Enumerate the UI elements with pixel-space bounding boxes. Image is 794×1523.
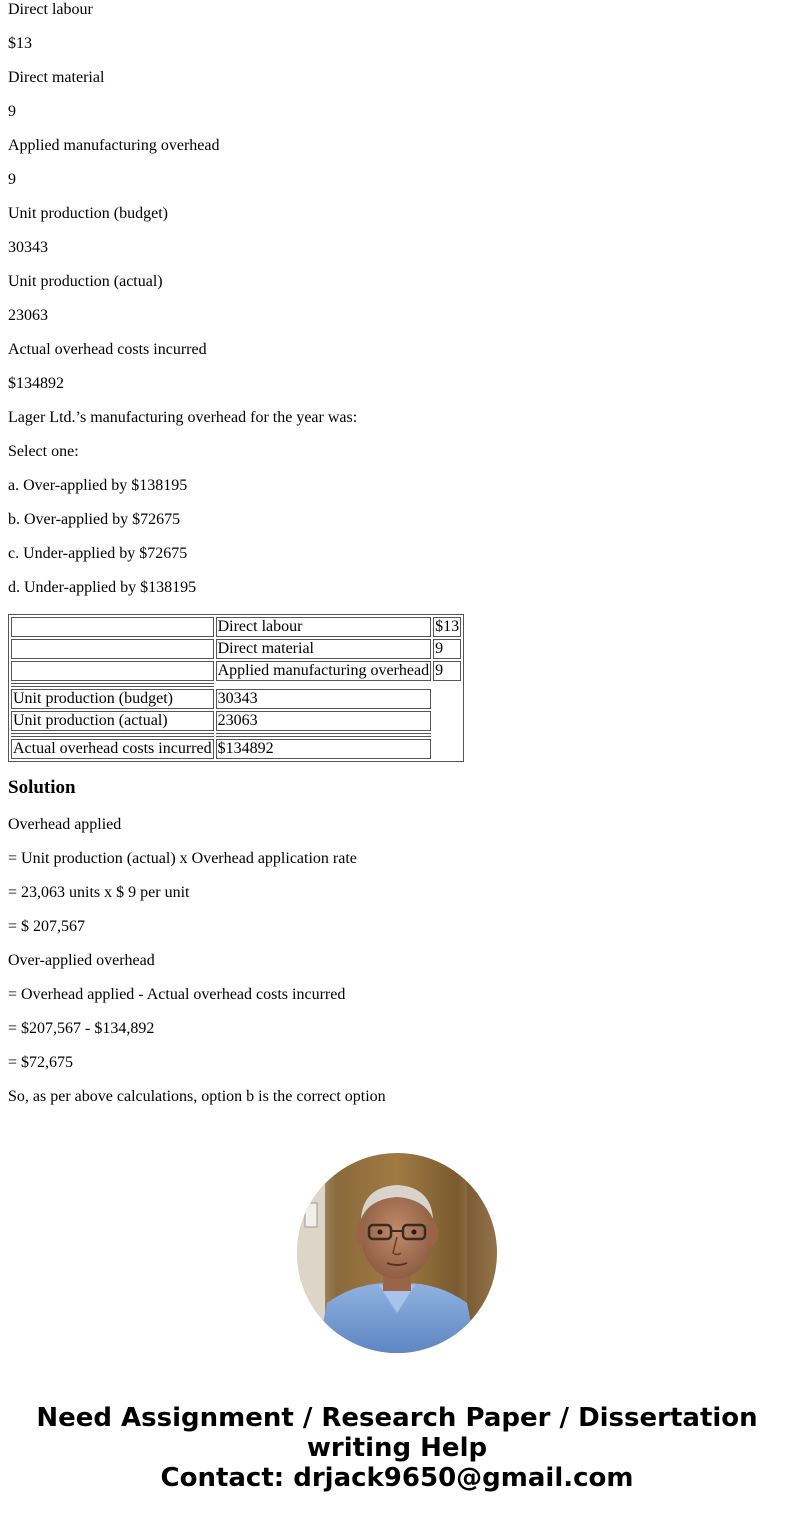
select-one-label: Select one: [8, 443, 79, 460]
table-row [11, 661, 461, 681]
question-line: 9 [8, 103, 16, 120]
solution-line: Overhead applied [8, 816, 122, 833]
tutor-portrait-image [297, 1153, 497, 1353]
separator-cell [433, 733, 461, 737]
table-cell: 23063 [216, 711, 431, 731]
table-separator [11, 683, 461, 687]
question-line: Unit production (actual) [8, 273, 163, 290]
solution-line: = $72,675 [8, 1054, 74, 1071]
solution-line: = Overhead applied - Actual overhead costs incurred [8, 986, 346, 1003]
table-row [11, 739, 461, 759]
table-cell: 9 [433, 661, 461, 681]
table-cell: Unit production (budget) [11, 689, 214, 709]
separator-cell [216, 683, 431, 687]
banner-line: writing Help [306, 1433, 488, 1463]
table-cell-empty [433, 739, 461, 759]
table-cell: $134892 [216, 739, 431, 759]
table-cell: 30343 [216, 689, 431, 709]
table-cell-empty [433, 689, 461, 709]
table-cell: Actual overhead costs incurred [13, 740, 212, 757]
solution-conclusion: So, as per above calculations, option b is the correct option [8, 1088, 386, 1105]
separator-rule [216, 733, 431, 737]
table-row [11, 689, 461, 709]
table-cell [11, 617, 214, 637]
table-cell [11, 661, 214, 681]
solution-heading: Solution [8, 777, 76, 798]
option-b: b. Over-applied by $72675 [8, 511, 181, 528]
separator-rule [11, 683, 214, 687]
tutor-avatar [297, 1153, 497, 1353]
solution-line: Over-applied overhead [8, 952, 155, 969]
question-line: $134892 [8, 375, 64, 392]
question-line: Applied manufacturing overhead [8, 137, 220, 154]
separator-cell [11, 683, 214, 687]
table-cell: Direct material [216, 639, 431, 659]
solution-line: = Unit production (actual) x Overhead application rate [8, 850, 357, 867]
data-table [8, 614, 464, 762]
contact-email: Contact: drjack9650@gmail.com [160, 1463, 634, 1493]
question-line: Direct labour [8, 1, 93, 18]
option-c: c. Under-applied by $72675 [8, 545, 188, 562]
table-row [11, 711, 461, 731]
separator-cell [433, 683, 461, 687]
table-cell: Direct labour [216, 617, 431, 637]
question-line: 23063 [8, 307, 48, 324]
table-row [11, 639, 461, 659]
separator-cell [11, 733, 214, 737]
separator-cell [216, 733, 431, 737]
table-row [11, 617, 461, 637]
solution-line: = $ 207,567 [8, 918, 86, 935]
separator-rule [11, 733, 214, 737]
assignment-help-banner [0, 1403, 794, 1493]
option-a: a. Over-applied by $138195 [8, 477, 188, 494]
table-separator [11, 733, 461, 737]
table-cell: $13 [435, 618, 460, 635]
table-cell [11, 639, 214, 659]
question-line: 9 [8, 171, 16, 188]
banner-line: Need Assignment / Research Paper / Dissertation [36, 1403, 758, 1433]
table-cell: 9 [433, 639, 461, 659]
question-line: Unit production (budget) [8, 205, 168, 222]
question-prompt: Lager Ltd.’s manufacturing overhead for the year was: [8, 409, 358, 426]
question-line: $13 [8, 35, 32, 52]
table-cell: Applied manufacturing overhead [217, 662, 430, 679]
option-d: d. Under-applied by $138195 [8, 579, 197, 596]
table-cell: Unit production (actual) [11, 711, 214, 731]
table-cell-empty [433, 711, 461, 731]
question-line: 30343 [8, 239, 48, 256]
question-line: Direct material [8, 69, 105, 86]
solution-line: = 23,063 units x $ 9 per unit [8, 884, 190, 901]
solution-line: = $207,567 - $134,892 [8, 1020, 155, 1037]
question-line: Actual overhead costs incurred [8, 341, 207, 358]
